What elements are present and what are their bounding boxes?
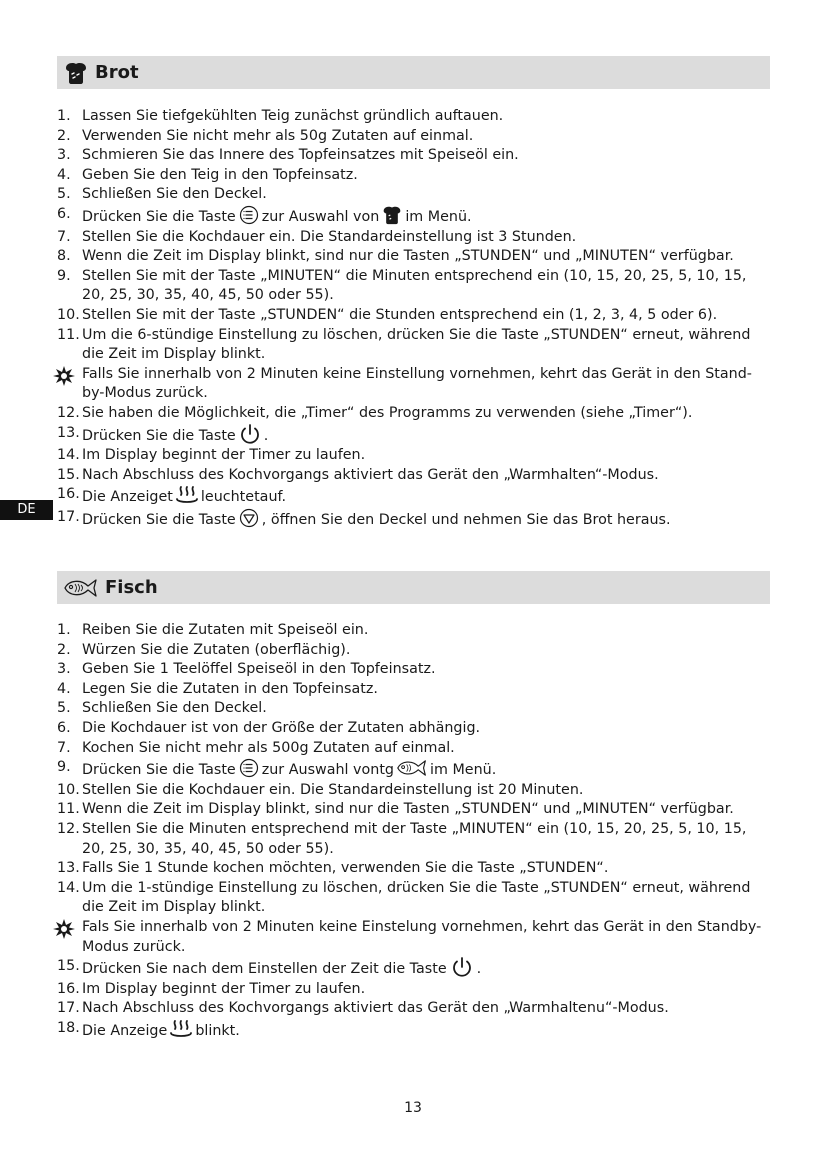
list-item: 12. Sie haben die Möglichkeit, die „Timer“ des Programms zu verwenden (siehe „Timer“). <box>57 404 693 421</box>
list-item: 5. Schließen Sie den Deckel. <box>57 700 267 717</box>
list-item: 7. Kochen Sie nicht mehr als 500g Zutaten auf einmal. <box>57 739 455 756</box>
list-item: 16. Im Display beginnt der Timer zu laufen. <box>57 980 366 997</box>
list-item: 2. Verwenden Sie nicht mehr als 50g Zutaten auf einmal. <box>57 127 474 144</box>
list-item: 11. Wenn die Zeit im Display blinkt, sind nur die Tasten „STUNDEN“ und „MINUTEN“ verfügbar. <box>57 801 734 818</box>
warm-indicator-icon <box>175 485 199 505</box>
list-item: 13. Falls Sie 1 Stunde kochen möchten, verwenden Sie die Taste „STUNDEN“. <box>57 860 609 877</box>
list-item: 16. Die Anzeiget leuchtetauf. <box>57 486 287 506</box>
bread-icon <box>381 205 403 225</box>
list-item: 14. Um die 1-stündige Einstellung zu löschen, drücken Sie die Taste „STUNDEN“ erneut, während die Zeit im Display blinkt. <box>57 879 751 916</box>
list-item: 10. Stellen Sie mit der Taste „STUNDEN“ die Stunden entsprechend ein (1, 2, 3, 4, 5 oder 6). <box>57 306 718 323</box>
lid-open-icon <box>238 508 260 528</box>
fisch-section-header <box>57 571 770 604</box>
page-number: 13 <box>404 1100 422 1116</box>
note-item: Falls Sie innerhalb von 2 Minuten keine Einstellung vornehmen, kehrt das Gerät in den Stand- by-Modus zurück. <box>57 365 772 404</box>
list-item: 18. Die Anzeige blinkt. <box>57 1019 240 1039</box>
list-item: 6. Drücken Sie die Taste zur Auswahl von im Menü. <box>57 205 472 225</box>
list-item: 17. Drücken Sie die Taste , öffnen Sie den Deckel und nehmen Sie das Brot heraus. <box>57 508 671 528</box>
star-burst-icon <box>53 366 75 386</box>
list-item: 6. Die Kochdauer ist von der Größe der Zutaten abhängig. <box>57 719 481 736</box>
list-item: 4. Geben Sie den Teig in den Topfeinsatz. <box>57 166 358 183</box>
power-icon <box>238 424 262 444</box>
list-item: 10. Stellen Sie die Kochdauer ein. Die Standardeinstellung ist 20 Minuten. <box>57 781 584 798</box>
list-item: 17. Nach Abschluss des Kochvorgangs aktiviert das Gerät den „Warmhaltenu“-Modus. <box>57 1000 669 1017</box>
star-burst-icon <box>53 919 75 939</box>
language-tab: DE <box>0 500 53 520</box>
bread-icon <box>63 61 89 85</box>
list-item: 3. Schmieren Sie das Innere des Topfeinsatzes mit Speiseöl ein. <box>57 147 519 164</box>
list-item: 15. Drücken Sie nach dem Einstellen der Zeit die Taste . <box>57 958 482 978</box>
list-item: 2. Würzen Sie die Zutaten (oberflächig). <box>57 641 351 658</box>
brot-section-header <box>57 56 770 89</box>
list-item: 11. Um die 6-stündige Einstellung zu löschen, drücken Sie die Taste „STUNDEN“ erneut, während die Zeit im Display blinkt. <box>57 326 751 363</box>
fish-icon <box>63 577 99 599</box>
list-item: 9. Drücken Sie die Taste zur Auswahl vontg im Menü. <box>57 759 497 779</box>
list-item: 15. Nach Abschluss des Kochvorgangs aktiviert das Gerät den „Warmhalten“-Modus. <box>57 466 659 483</box>
fish-icon <box>396 758 428 778</box>
list-item: 1. Lassen Sie tiefgekühlten Teig zunächst gründlich auftauen. <box>57 108 504 124</box>
menu-button-icon <box>238 205 260 225</box>
section-title-brot: Brot <box>95 62 139 83</box>
fisch-steps <box>57 621 772 1041</box>
list-item: 5. Schließen Sie den Deckel. <box>57 186 267 203</box>
list-item: 1. Reiben Sie die Zutaten mit Speiseöl ein. <box>57 622 369 638</box>
warm-indicator-icon <box>169 1019 193 1039</box>
list-item: 7. Stellen Sie die Kochdauer ein. Die Standardeinstellung ist 3 Stunden. <box>57 228 577 245</box>
menu-button-icon <box>238 758 260 778</box>
brot-steps <box>57 107 772 530</box>
list-item: 4. Legen Sie die Zutaten in den Topfeinsatz. <box>57 680 378 697</box>
note-item: Fals Sie innerhalb von 2 Minuten keine Einstelung vornehmen, kehrt das Gerät in den Standby-Modus zurück. <box>57 918 772 957</box>
list-item: 14. Im Display beginnt der Timer zu laufen. <box>57 447 366 464</box>
power-icon <box>449 957 475 977</box>
list-item: 8. Wenn die Zeit im Display blinkt, sind nur die Tasten „STUNDEN“ und „MINUTEN“ verfügbar. <box>57 248 734 265</box>
list-item: 12. Stellen Sie die Minuten entsprechend mit der Taste „MINUTEN“ ein (10, 15, 20, 25, 5, 10, 15, 20, 25, 30, 35, 40, 45, 50 oder 55). <box>57 820 747 857</box>
list-item: 3. Geben Sie 1 Teelöffel Speiseöl in den Topfeinsatz. <box>57 661 436 678</box>
list-item: 13. Drücken Sie die Taste . <box>57 424 269 444</box>
section-title-fisch: Fisch <box>105 577 158 598</box>
list-item: 9. Stellen Sie mit der Taste „MINUTEN“ die Minuten entsprechend ein (10, 15, 20, 25, 5, 10, 15, 20, 25, 30, 35, 40, 45, 50 oder 55). <box>57 267 747 304</box>
